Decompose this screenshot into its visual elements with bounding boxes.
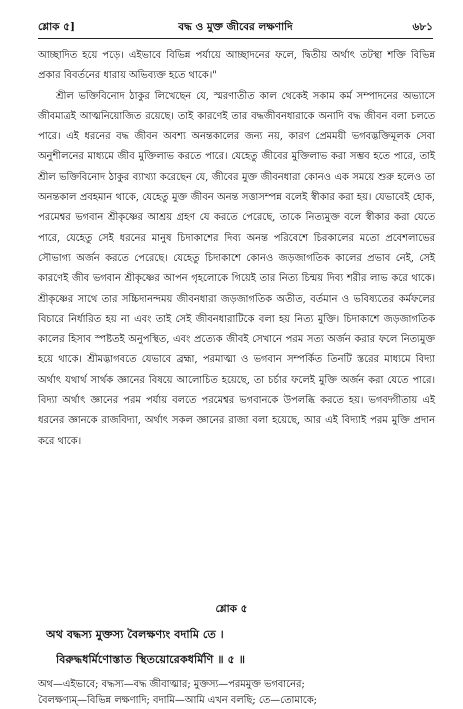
header-verse-ref: শ্লোক ৫] [38,21,75,33]
running-header [38,18,433,39]
verse-line-1: অথ বদ্ধস্য মুক্তস্য বৈলক্ষণ্যং বদামি তে । [46,627,224,641]
paragraph-2: শ্রীল ভক্তিবিনোদ ঠাকুর লিখেছেন যে, স্মরণাতীত কাল থেকেই সকাম কর্ম সম্পাদনের অভ্যাসে জীবমাত্রই আত্মনিয়োজিত রয়েছে। তাই কারণেই তার বদ্ধজীবনধারাকে অনাদি বদ্ধ জীবন বলা চলতে পারে। এই ধরনের বদ্ধ জীবন অবশ্য অনন্তকালের জন্য নয়, কারণ প্রেমময়ী ভগবদ্ভক্তিমূলক সেবা অনুশীলনের মাধ্যমে জীব মুক্তিলাভ করতে পারে। যেহেতু জীবের মুক্তিলাভ করা সম্ভব হতে পারে, তাই শ্রীল ভক্তিবিনোদ ঠাকুর ব্যাখ্যা করেছেন যে, জীবের মুক্ত জীবনধারা কোনও এক সময়ে শুরু হলেও তা অনন্তকাল প্রবহমান থাকে, যেহেতু মুক্ত জীবন অনন্ত সত্তাসম্পন্ন বলেই স্বীকার করা হয়। যেভাবেই হোক, পরমেশ্বর ভগবান শ্রীকৃষ্ণের আশ্রয় গ্রহণ যে করতে পেরেছে, তাকে নিত্যমুক্ত বলে স্বীকার করা যেতে পারে, যেহেতু সেই ধরনের মানুষ চিদাকাশের দিব্য অনন্ত পরিবেশে চিরকালের মতো প্রবেশলাভের সৌভাগ্য অর্জন করতে পেরেছে। যেহেতু চিদাকাশে কোনও জড়জাগতিক কালের প্রভাব নেই, সেই কারণেই জীব ভগবান শ্রীকৃষ্ণের আপন গৃহলোকে গিয়েই তার নিত্য চিন্ময় দিব্য শরীর লাভ করে থাকে। শ্রীকৃষ্ণের সাথে তার সচ্চিদানন্দময় জীবনধারা জড়জাগতিক অতীত, বর্তমান ও ভবিষ্যতের কর্মফলের বিচারে নির্ধারিত হয় না এবং তাই সেই জীবনধারাটিকে বলা হয় নিত্য মুক্তি। চিদাকাশে জড়জাগতিক কালের হিসাব স্পষ্টতই অনুপস্থিত, এবং প্রত্যেক জীবই সেখানে পরম সত্য অর্জন করার ফলে নিত্যমুক্ত হয়ে থাকে। শ্রীমদ্ভাগবতে যেভাবে ব্রহ্মা, পরমাত্মা ও ভগবান সম্পর্কিত তিনটি স্তরের মাধ্যমে বিদ্যা অর্থাৎ যথার্থ সার্থক জ্ঞানের বিষয়ে আলোচিত হয়েছে, তা চর্চার ফলেই মুক্তি অর্জন করা যেতে পারে। বিদ্যা অর্থাৎ জ্ঞানের পরম পর্যায় বলতে পরমেশ্বর ভগবানকে উপলব্ধি করতে হয়। ভগবদ্গীতায় এই ধরনের জ্ঞানকে রাজবিদ্যা, অর্থাৎ সকল জ্ঞানের রাজা বলা হয়েছে, আর এই বিদ্যাই পরম মুক্তি প্রদান করে থাকে। [38,90,435,447]
verse-heading: শ্লোক ৫ [215,603,248,615]
synonyms-line-1: অথ—এইভাবে; বদ্ধস্য—বদ্ধ জীবাত্মার; মুক্তস্য—পরমমুক্ত ভগবানের; [38,679,305,690]
header-page-number: ৬৮১ [412,21,433,33]
paragraph-1: আচ্ছাদিত হয়ে পড়ে। এইভাবে বিভিন্ন পর্যায়ে আচ্ছাদনের ফলে, দ্বিতীয় অর্থাৎ তটস্থা শক্তি বিভিন্ন প্রকার বিবর্তনের ধারায় অভিব্যক্ত হতে থাকে।" [38,50,435,82]
purport-text [38,46,435,452]
header-chapter-title: বদ্ধ ও মুক্ত জীবের লক্ষণাদি [178,21,293,33]
synonyms-line-2: বৈলক্ষণ্যম্—বিভিন্ন লক্ষণাদি; বদামি—আমি এখন বলছি; তে—তোমাকে; [38,695,317,706]
verse-line-2: বিরুদ্ধধর্মিণোস্তাত স্থিতয়োরেকধর্মিণি ॥ ৫ ॥ [56,652,246,666]
word-for-word-synonyms [38,677,435,709]
